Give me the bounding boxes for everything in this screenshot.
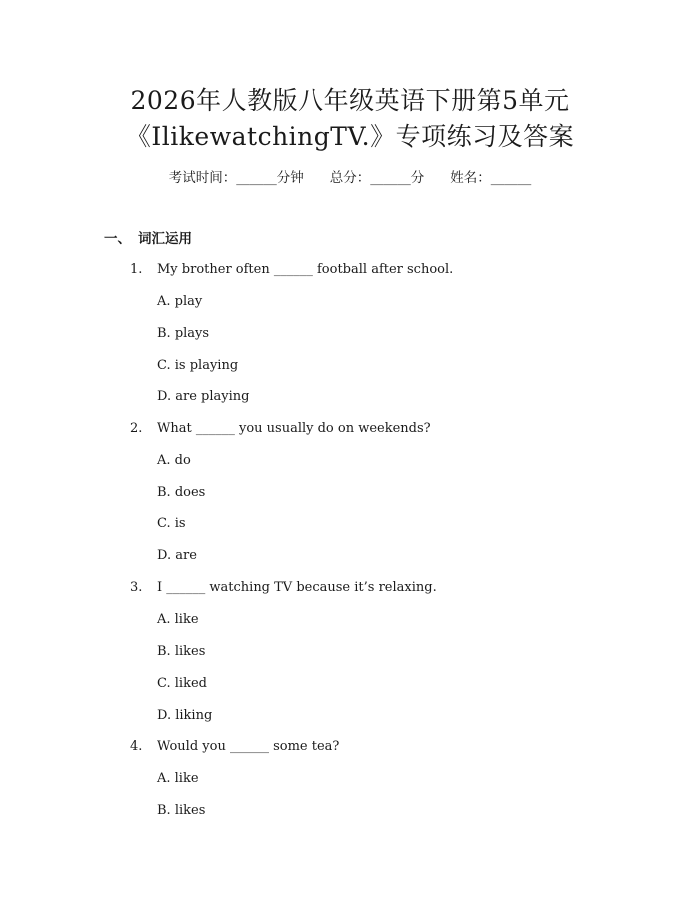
question-3-option-b: B. likes	[157, 644, 206, 659]
question-number: 3.	[130, 580, 143, 595]
question-2-option-a: A. do	[157, 453, 191, 468]
question-3-option-c: C. liked	[157, 676, 207, 691]
question-1-option-d: D. are playing	[157, 389, 250, 404]
question-number: 2.	[130, 421, 143, 436]
section-heading	[104, 229, 192, 249]
question-4-option-a: A. like	[157, 771, 199, 786]
question-number: 1.	[130, 262, 143, 277]
page-title-line2: 《IlikewatchingTV.》专项练习及答案	[125, 122, 575, 151]
page-title-line1: 2026年人教版八年级英语下册第5单元	[130, 86, 570, 115]
question-text: My brother often ______ football after school.	[157, 262, 454, 277]
student-name-field: 姓名：______	[450, 170, 532, 186]
exam-time-field: 考试时间：______分钟	[168, 170, 304, 186]
question-2-option-b: B. does	[157, 485, 206, 500]
question-3-option-a: A. like	[157, 612, 199, 627]
exam-info	[0, 168, 700, 188]
section-title: 词汇运用	[138, 231, 192, 247]
question-text: What ______ you usually do on weekends?	[157, 421, 431, 436]
question-text: Would you ______ some tea?	[157, 739, 340, 754]
question-number: 4.	[130, 739, 143, 754]
question-1-option-b: B. plays	[157, 326, 210, 341]
total-score-field: 总分：______分	[329, 170, 425, 186]
question-1-option-a: A. play	[157, 294, 203, 309]
question-4	[130, 737, 339, 757]
question-text: I ______ watching TV because it’s relaxing.	[157, 580, 437, 595]
question-1-option-c: C. is playing	[157, 358, 239, 373]
question-3-option-d: D. liking	[157, 708, 213, 723]
question-2	[130, 419, 431, 439]
section-number: 一、	[104, 231, 131, 247]
question-4-option-b: B. likes	[157, 803, 206, 818]
question-2-option-c: C. is	[157, 516, 186, 531]
question-2-option-d: D. are	[157, 548, 197, 563]
question-3	[130, 578, 437, 598]
question-1	[130, 260, 453, 280]
